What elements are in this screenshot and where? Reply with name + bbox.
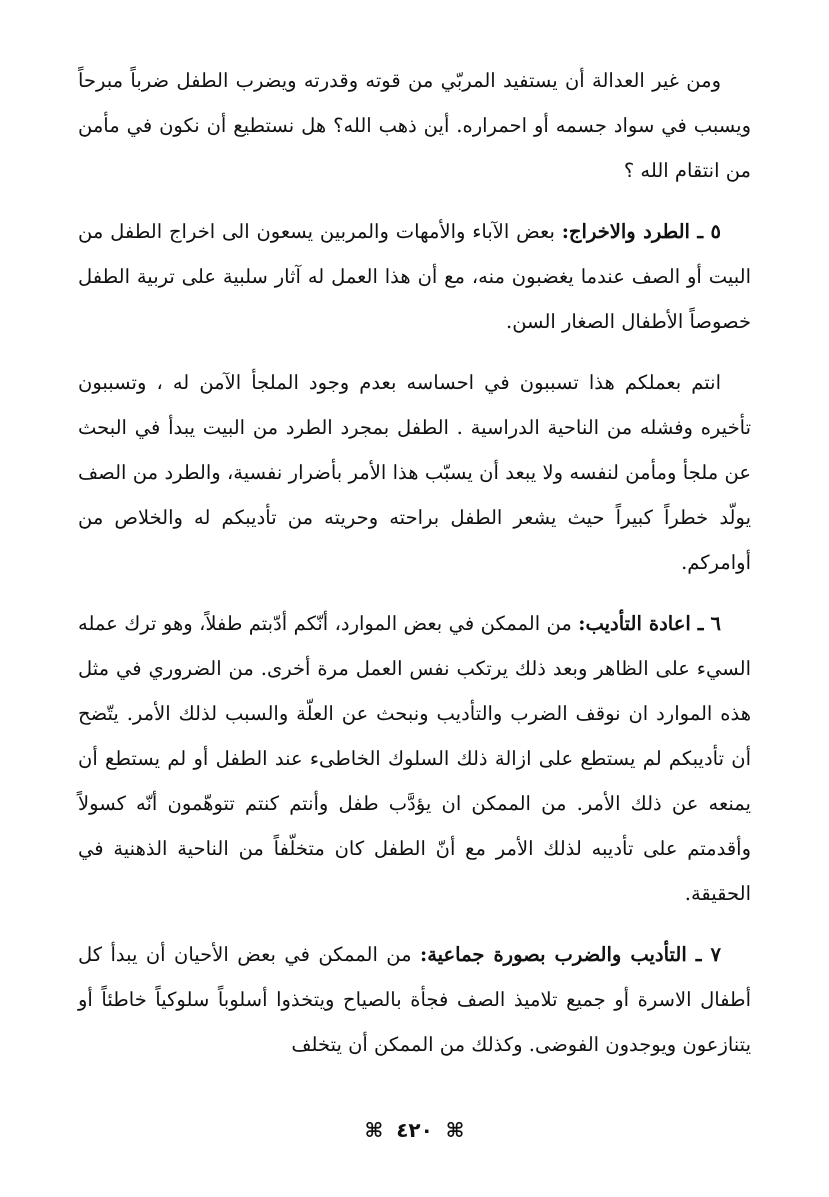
page-number: ٤٢٠: [396, 1118, 433, 1142]
ornament-icon: ⌘: [445, 1118, 465, 1142]
page-footer: [0, 1118, 829, 1142]
section-5-heading: ٥ ـ الطرد والاخراج:: [561, 220, 721, 243]
paragraph-3: [78, 360, 751, 585]
section-7-heading: ٧ ـ التأديب والضرب بصورة جماعية:: [420, 943, 722, 966]
paragraph-5: [78, 932, 751, 1067]
paragraph-2-text: بعض الآباء والأمهات والمربين يسعون الى اخراج الطفل من البيت أو الصف عندما يغضبون منه، مع أن هذا العمل له آثار سلبية على تربية الطفل خصوصاً الأطفال الصغار السن.: [78, 220, 751, 333]
paragraph-4: [78, 601, 751, 916]
paragraph-1: [78, 58, 751, 193]
paragraph-1-text: ومن غير العدالة أن يستفيد المربّي من قوته وقدرته ويضرب الطفل ضرباً مبرحاً ويسبب في سواد جسمه أو احمراره. أين ذهب الله؟ هل نستطيع أن نكون في مأمن من انتقام الله ؟: [78, 69, 751, 182]
paragraph-3-text: انتم بعملكم هذا تسببون في احساسه بعدم وجود الملجأ الآمن له ، وتسببون تأخيره وفشله من الناحية الدراسية . الطفل بمجرد الطرد من البيت يبدأ في البحث عن ملجأ ومأمن لنفسه ولا يبعد أن يسبّب هذا الأمر بأضرار نفسية، والطرد من الصف يولّد خطراً كبيراً حيث يشعر الطفل براحته وحريته من تأديبكم له والخلاص من أوامركم.: [78, 371, 751, 574]
paragraph-5-text: من الممكن في بعض الأحيان أن يبدأ كل أطفال الاسرة أو جميع تلاميذ الصف فجأة بالصياح ويتخذوا أسلوباً سلوكياً خاطئاً أو يتنازعون ويوجدون الفوضى. وكذلك من الممكن أن يتخلف: [78, 943, 751, 1056]
paragraph-2: [78, 209, 751, 344]
page-body: [78, 58, 751, 1083]
ornament-icon: ⌘: [364, 1118, 384, 1142]
section-6-heading: ٦ ـ اعادة التأديب:: [578, 612, 721, 635]
paragraph-4-text: من الممكن في بعض الموارد، أنّكم أدّبتم طفلاً، وهو ترك عمله السيء على الظاهر وبعد ذلك يرتكب نفس العمل مرة أخرى. من الضروري في مثل هذه الموارد ان نوقف الضرب والتأديب ونبحث عن العلّة والسبب لذلك الأمر. يتّضح أن تأديبكم لم يستطع على ازالة ذلك السلوك الخاطىء عند الطفل أو لم يستطع أن يمنعه عن ذلك الأمر. من الممكن ان يؤدَّب طفل وأنتم كنتم تتوهّمون أنّه كسولاً وأقدمتم على تأديبه لذلك الأمر مع أنّ الطفل كان متخلّفاً من الناحية الذهنية في الحقيقة.: [78, 612, 751, 905]
